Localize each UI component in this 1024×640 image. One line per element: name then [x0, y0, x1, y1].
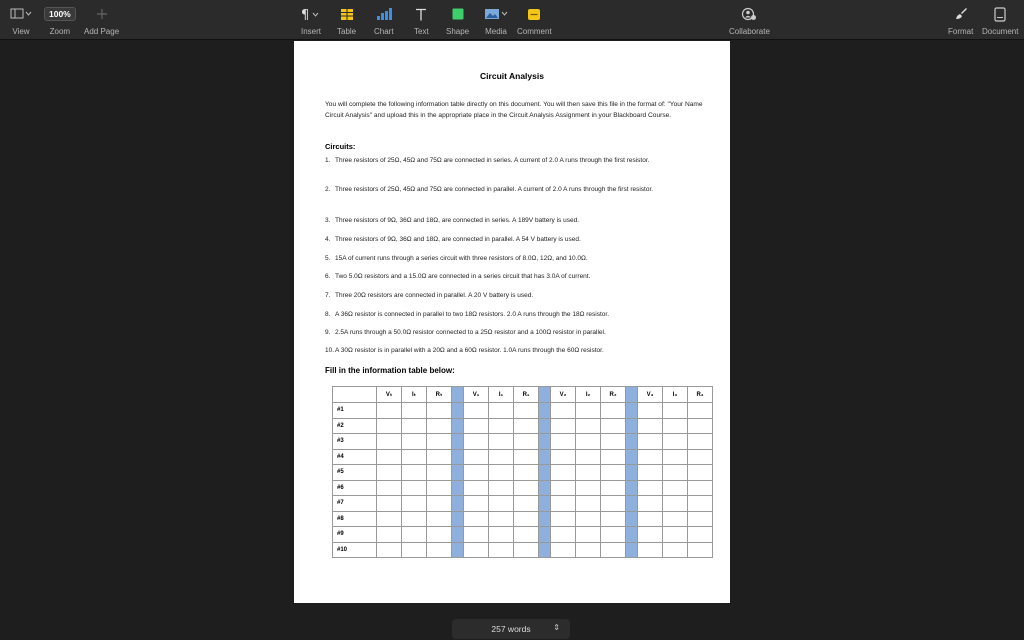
table-separator: [626, 434, 638, 450]
table-cell[interactable]: [427, 418, 452, 434]
table-cell[interactable]: [663, 480, 688, 496]
table-cell[interactable]: [551, 403, 576, 419]
table-cell[interactable]: [688, 403, 713, 419]
media-icon: [484, 6, 508, 22]
table-row: [333, 449, 713, 465]
table-cell[interactable]: [514, 465, 539, 481]
table-separator: [452, 465, 464, 481]
table-cell[interactable]: [688, 465, 713, 481]
table-cell[interactable]: [663, 403, 688, 419]
table-cell[interactable]: [377, 434, 402, 450]
table-separator: [626, 542, 638, 558]
table-cell[interactable]: [514, 449, 539, 465]
table-cell[interactable]: [427, 465, 452, 481]
zoom-value[interactable]: 100%: [44, 7, 76, 21]
table-cell[interactable]: [489, 511, 514, 527]
row-label: #9: [333, 527, 377, 543]
row-label: #2: [333, 418, 377, 434]
intro-paragraph: You will complete the following information table directly on this document. You will then save this file in the format of: "Your Name Circuit Analysis" and upload this in the appropriate place in the Circuit Analysis Assignment in your Blackboard Course.: [325, 101, 703, 119]
circuits-heading: Circuits:: [325, 142, 356, 151]
word-count: 257 words: [491, 624, 531, 634]
table-cell[interactable]: [601, 542, 626, 558]
table-cell[interactable]: [601, 465, 626, 481]
table-cell[interactable]: [489, 403, 514, 419]
table-separator: [626, 403, 638, 419]
table-cell[interactable]: [489, 434, 514, 450]
table-cell[interactable]: [688, 480, 713, 496]
zoom-control[interactable]: 100% Zoom: [44, 6, 76, 36]
list-item: 9. 2.5A runs through a 50.0Ω resistor connected to a 25Ω resistor and a 100Ω resistor in parallel.: [325, 329, 606, 336]
table-separator: [539, 511, 551, 527]
list-item: 2. Three resistors of 25Ω, 45Ω and 75Ω are connected in parallel. A current of 2.0 A runs through the first resistor.: [325, 186, 654, 193]
list-item: 8. A 36Ω resistor is connected in parallel to two 18Ω resistors. 2.0 A runs through the 18Ω resistor.: [325, 311, 609, 318]
table-cell[interactable]: [377, 449, 402, 465]
table-cell[interactable]: [402, 480, 427, 496]
toolbar: [0, 0, 1024, 40]
document-icon: [994, 6, 1006, 22]
svg-text:¶: ¶: [301, 8, 310, 21]
fill-heading: Fill in the information table below:: [325, 366, 455, 375]
table-cell[interactable]: [464, 511, 489, 527]
table-cell[interactable]: [688, 434, 713, 450]
table-separator: [452, 434, 464, 450]
table-cell[interactable]: [576, 403, 601, 419]
table-cell[interactable]: [638, 449, 663, 465]
table-cell[interactable]: [377, 480, 402, 496]
table-separator: [539, 542, 551, 558]
table-separator: [626, 480, 638, 496]
row-label: #1: [333, 403, 377, 419]
table-row: [333, 496, 713, 512]
table-cell[interactable]: [514, 542, 539, 558]
table-cell[interactable]: [514, 511, 539, 527]
row-label: #6: [333, 480, 377, 496]
table-cell[interactable]: [464, 465, 489, 481]
table-cell[interactable]: [663, 449, 688, 465]
text-button[interactable]: Text: [414, 6, 429, 36]
table-cell[interactable]: [402, 465, 427, 481]
table-row: [333, 527, 713, 543]
table-separator: [626, 465, 638, 481]
table-cell[interactable]: [601, 496, 626, 512]
document-title: Circuit Analysis: [480, 71, 544, 81]
table-cell[interactable]: [601, 434, 626, 450]
table-cell[interactable]: [688, 527, 713, 543]
table-cell[interactable]: [551, 511, 576, 527]
table-cell[interactable]: [638, 480, 663, 496]
table-separator: [539, 496, 551, 512]
row-label: #3: [333, 434, 377, 450]
table-cell[interactable]: [688, 496, 713, 512]
table-cell[interactable]: [601, 527, 626, 543]
table-separator: [539, 403, 551, 419]
table-separator: [626, 418, 638, 434]
document-canvas[interactable]: [0, 41, 1024, 640]
table-cell[interactable]: [576, 480, 601, 496]
table-cell[interactable]: [688, 542, 713, 558]
table-cell[interactable]: [514, 527, 539, 543]
table-cell[interactable]: [638, 542, 663, 558]
row-label: #8: [333, 511, 377, 527]
table-cell[interactable]: [402, 511, 427, 527]
table-separator: [626, 449, 638, 465]
table-cell[interactable]: [638, 527, 663, 543]
table-separator: [626, 511, 638, 527]
list-item: 7. Three 20Ω resistors are connected in parallel. A 20 V battery is used.: [325, 292, 534, 299]
chart-button[interactable]: Chart: [374, 6, 394, 36]
table-cell[interactable]: [551, 465, 576, 481]
table-separator: [626, 527, 638, 543]
table-cell[interactable]: [638, 418, 663, 434]
table-cell[interactable]: [489, 449, 514, 465]
table-separator: [452, 542, 464, 558]
table-cell[interactable]: [601, 511, 626, 527]
table-row: [333, 465, 713, 481]
chart-icon: [376, 6, 392, 22]
table-cell[interactable]: [464, 449, 489, 465]
paintbrush-icon: [954, 6, 968, 22]
table-cell[interactable]: [489, 496, 514, 512]
format-button[interactable]: Format: [948, 6, 973, 36]
row-label: #10: [333, 542, 377, 558]
table-cell[interactable]: [638, 511, 663, 527]
table-cell[interactable]: [663, 511, 688, 527]
table-cell[interactable]: [514, 496, 539, 512]
table-row: [333, 403, 713, 419]
table-separator: [539, 449, 551, 465]
media-button[interactable]: Media: [484, 6, 508, 36]
table-cell[interactable]: [377, 418, 402, 434]
table-cell[interactable]: [377, 542, 402, 558]
table-cell[interactable]: [551, 449, 576, 465]
table-cell[interactable]: [514, 434, 539, 450]
table-cell[interactable]: [489, 418, 514, 434]
table-cell[interactable]: [638, 434, 663, 450]
table-cell[interactable]: [402, 496, 427, 512]
table-cell[interactable]: [402, 527, 427, 543]
view-button[interactable]: View: [10, 6, 32, 36]
table-cell[interactable]: [489, 542, 514, 558]
table-icon: [340, 6, 354, 22]
table-cell[interactable]: [377, 465, 402, 481]
insert-button[interactable]: ¶ Insert: [300, 8, 321, 36]
table-cell[interactable]: [464, 480, 489, 496]
word-count-bar[interactable]: [452, 619, 570, 639]
table-cell[interactable]: [402, 403, 427, 419]
table-separator: [539, 480, 551, 496]
table-separator: [539, 418, 551, 434]
table-cell[interactable]: [601, 449, 626, 465]
table-cell[interactable]: [427, 449, 452, 465]
table-cell[interactable]: [377, 496, 402, 512]
table-cell[interactable]: [427, 403, 452, 419]
table-cell[interactable]: [514, 418, 539, 434]
sidebar-icon: [10, 6, 32, 22]
table-cell[interactable]: [663, 542, 688, 558]
table-cell[interactable]: [576, 434, 601, 450]
comment-icon: [527, 6, 541, 22]
table-cell[interactable]: [489, 480, 514, 496]
paragraph-icon: [300, 6, 322, 22]
table-cell[interactable]: [663, 434, 688, 450]
table-cell[interactable]: [663, 465, 688, 481]
table-cell[interactable]: [663, 496, 688, 512]
table-separator: [539, 434, 551, 450]
table-row: [333, 418, 713, 434]
table-separator: [626, 496, 638, 512]
table-cell[interactable]: [377, 527, 402, 543]
table-cell[interactable]: [489, 465, 514, 481]
table-separator: [452, 449, 464, 465]
table-separator: [452, 403, 464, 419]
list-item: 5. 15A of current runs through a series circuit with three resistors of 8.0Ω, 12Ω, and 10.0Ω.: [325, 255, 588, 262]
table-cell[interactable]: [514, 403, 539, 419]
table-separator: [452, 511, 464, 527]
list-item: 4. Three resistors of 9Ω, 36Ω and 18Ω, are connected in parallel. A 54 V battery is used.: [325, 236, 581, 243]
table-cell[interactable]: [576, 527, 601, 543]
table-cell[interactable]: [638, 496, 663, 512]
table-row: [333, 542, 713, 558]
collaborate-button[interactable]: Collaborate: [729, 6, 770, 36]
text-icon: [415, 6, 427, 22]
row-label: #4: [333, 449, 377, 465]
table-cell[interactable]: [576, 511, 601, 527]
row-label: #7: [333, 496, 377, 512]
table-cell[interactable]: [601, 480, 626, 496]
table-cell[interactable]: [464, 434, 489, 450]
table-cell[interactable]: [638, 403, 663, 419]
list-item: 6. Two 5.0Ω resistors and a 15.0Ω are connected in a series circuit that has 3.0A of current.: [325, 273, 591, 280]
table-cell[interactable]: [427, 511, 452, 527]
table-separator: [452, 418, 464, 434]
table-cell[interactable]: [489, 527, 514, 543]
table-cell[interactable]: [377, 403, 402, 419]
shape-icon: [452, 6, 464, 22]
table-separator: [539, 465, 551, 481]
table-cell[interactable]: [638, 465, 663, 481]
shape-button[interactable]: Shape: [446, 6, 469, 36]
table-row: [333, 434, 713, 450]
information-table[interactable]: [332, 386, 713, 558]
list-item: 3. Three resistors of 9Ω, 36Ω and 18Ω, are connected in series. A 189V battery is used.: [325, 217, 580, 224]
table-cell[interactable]: [427, 542, 452, 558]
table-cell[interactable]: [427, 480, 452, 496]
table-cell[interactable]: [576, 496, 601, 512]
row-label: #5: [333, 465, 377, 481]
table-cell[interactable]: [514, 480, 539, 496]
table-cell[interactable]: [427, 496, 452, 512]
table-separator: [539, 527, 551, 543]
list-item: 1. Three resistors of 25Ω, 45Ω and 75Ω are connected in series. A current of 2.0 A runs through the first resistor.: [325, 157, 650, 164]
table-cell[interactable]: [402, 542, 427, 558]
table-separator: [452, 527, 464, 543]
table-separator: [452, 480, 464, 496]
table-cell[interactable]: [464, 527, 489, 543]
table-cell[interactable]: [402, 434, 427, 450]
table-cell[interactable]: [601, 403, 626, 419]
table-cell[interactable]: [551, 527, 576, 543]
table-cell[interactable]: [688, 418, 713, 434]
document-page[interactable]: [294, 41, 730, 603]
up-down-chevron-icon: ⇕: [553, 623, 560, 632]
table-cell[interactable]: [464, 496, 489, 512]
table-row: [333, 511, 713, 527]
add-page-button[interactable]: Add Page: [84, 6, 119, 36]
table-cell[interactable]: [688, 449, 713, 465]
table-cell[interactable]: [427, 434, 452, 450]
table-cell[interactable]: [551, 434, 576, 450]
document-button[interactable]: Document: [982, 6, 1018, 36]
table-cell[interactable]: [551, 496, 576, 512]
table-cell[interactable]: [551, 480, 576, 496]
plus-icon: [96, 6, 108, 22]
collaborate-icon: [741, 6, 757, 22]
table-cell[interactable]: [402, 449, 427, 465]
table-cell[interactable]: [464, 418, 489, 434]
table-cell[interactable]: [576, 542, 601, 558]
table-separator: [452, 496, 464, 512]
table-cell[interactable]: [377, 511, 402, 527]
table-cell[interactable]: [663, 527, 688, 543]
table-cell[interactable]: [576, 449, 601, 465]
table-cell[interactable]: [464, 542, 489, 558]
table-cell[interactable]: [551, 542, 576, 558]
table-cell[interactable]: [551, 418, 576, 434]
table-cell[interactable]: [663, 418, 688, 434]
table-header-row: Vₜ Iₜ Rₜ V₁ I₁ R₁ V₂ I₂ R₂ V₃ I₃ R₃: [333, 387, 713, 403]
table-cell[interactable]: [427, 527, 452, 543]
table-cell[interactable]: [576, 418, 601, 434]
table-cell[interactable]: [402, 418, 427, 434]
table-cell[interactable]: [464, 403, 489, 419]
table-row: [333, 480, 713, 496]
table-button[interactable]: Table: [337, 6, 356, 36]
table-cell[interactable]: [576, 465, 601, 481]
table-cell[interactable]: [688, 511, 713, 527]
table-cell[interactable]: [601, 418, 626, 434]
list-item: 10. A 30Ω resistor is in parallel with a 20Ω and a 60Ω resistor. 1.0A runs through the 60Ω resistor.: [325, 347, 604, 354]
comment-button[interactable]: Comment: [517, 6, 552, 36]
